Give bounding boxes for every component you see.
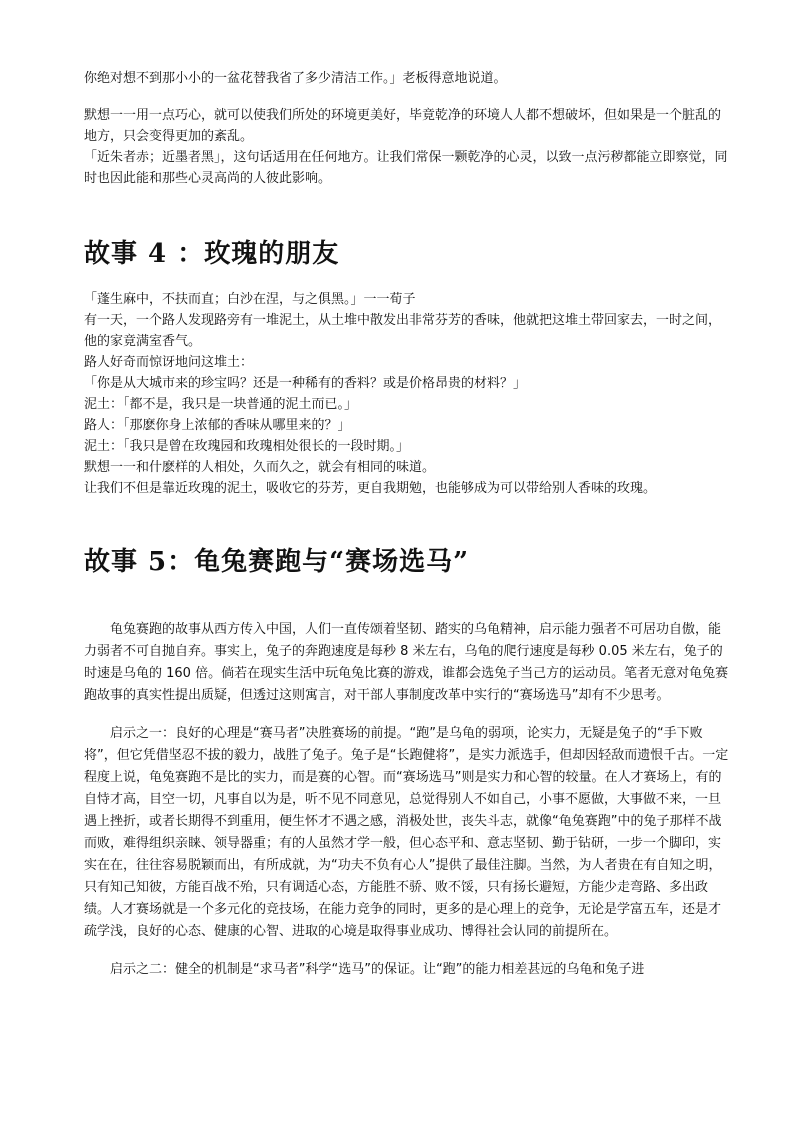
story4-line-9: 让我们不但是靠近玫瑰的泥土，吸收它的芬芳，更自我期勉，也能够成为可以带给别人香味的玫瑰。 (84, 481, 657, 496)
story4-line-6: 路人：「那麽你身上浓郁的香味从哪里来的？」 (84, 418, 351, 433)
story5-title: 故事 5：龟兔赛跑与“赛场选马” (84, 547, 470, 577)
spacer (84, 189, 730, 237)
story5-paragraph-1: 龟兔赛跑的故事从西方传入中国，人们一直传颂着坚韧、踏实的乌龟精神，启示能力强者不可居功自傲，能力弱者不可自抛自弃。事实上，兔子的奔跑速度是每秒 8 米左右，乌龟的爬行速度是每秒 0.05 米左右，兔子的时速是乌龟的 160 倍。倘若在现实生活中玩龟兔比赛的游戏，谁都会选兔子当己方的运动员。笔者无意对龟兔赛跑故事的真实性提出质疑，但透过这则寓言，对干部人事制度改革中实行的“赛场选马”却有不少思考。 (84, 622, 729, 703)
story4-line-5: 泥土：「都不是，我只是一块普通的泥土而已。」 (84, 397, 358, 412)
intro-paragraph-1: 你绝对想不到那小小的一盆花替我省了多少清洁工作。」老板得意地说道。 (84, 71, 507, 86)
story5-paragraph-3: 启示之二：健全的机制是“求马者”科学“选马”的保证。让“跑”的能力相差甚远的乌龟和兔子进 (110, 962, 645, 977)
document-page (84, 68, 730, 981)
intro-paragraph-3: 「近朱者赤；近墨者黑」，这句话适用在任何地方。让我们常保一颗乾净的心灵，以致一点污秽都能立即察觉，同时也因此能和那些心灵高尚的人彼此影响。 (84, 150, 728, 186)
story4-line-8: 默想一一和什麽样的人相处，久而久之，就会有相同的味道。 (84, 460, 436, 475)
spacer (84, 579, 730, 619)
story4-line-1: 「蓬生麻中，不扶而直；白沙在涅，与之俱黑。」一一荀子 (84, 292, 416, 307)
spacer (84, 943, 730, 959)
intro-paragraph-2: 默想一一用一点巧心，就可以使我们所处的环境更美好，毕竟乾净的环境人人都不想破坏，但如果是一个脏乱的地方，只会变得更加的紊乱。 (84, 108, 722, 144)
spacer (84, 707, 730, 723)
story4-line-2: 有一天，一个路人发现路旁有一堆泥土，从土堆中散发出非常芬芳的香味，他就把这堆土带回家去，一时之间，他的家竟满室香气。 (84, 313, 722, 349)
spacer (84, 271, 730, 289)
story4-line-3: 路人好奇而惊讶地问这堆土： (84, 355, 254, 370)
spacer (84, 499, 730, 545)
story5-paragraph-2: 启示之一：良好的心理是“赛马者”决胜赛场的前提。“跑”是乌龟的弱项，论实力，无疑是兔子的“手下败将”，但它凭借坚忍不拔的毅力，战胜了兔子。兔子是“长跑健将”，是实力派选手，但却因轻敌而遗恨千古。一定程度上说，龟兔赛跑不是比的实力，而是赛的心智。而“赛场选马”则是实力和心智的较量。在人才赛场上，有的自恃才高，目空一切，凡事自以为是，听不见不同意见，总觉得别人不如自己，小事不愿做，大事做不来，一旦遇上挫折，或者长期得不到重用，便生怀才不遇之感，消极处世，丧失斗志，就像“龟兔赛跑”中的兔子那样不战而败，难得组织亲睐、领导器重；有的人虽然才学一般，但心态平和、意志坚韧、勤于钻研，一步一个脚印，实实在在，往往容易脱颖而出，有所成就，为“功夫不负有心人”提供了最佳注脚。当然，为人者贵在有自知之明，只有知己知彼，方能百战不殆，只有调适心态，方能胜不骄、败不馁，只有扬长避短，方能少走弯路、多出政绩。人才赛场就是一个多元化的竞技场，在能力竞争的同时，更多的是心理上的竞争，无论是学富五车，还是才疏学浅，良好的心态、健康的心智、进取的心境是取得事业成功、博得社会认同的前提所在。 (84, 726, 729, 939)
story4-line-7: 泥土：「我只是曾在玫瑰园和玫瑰相处很长的一段时期。」 (84, 439, 410, 454)
spacer (84, 89, 730, 105)
story4-line-4: 「你是从大城市来的珍宝吗？还是一种稀有的香料？或是价格昂贵的材料？」 (84, 376, 527, 391)
story4-title: 故事 4 ：玫瑰的朋友 (84, 239, 340, 269)
